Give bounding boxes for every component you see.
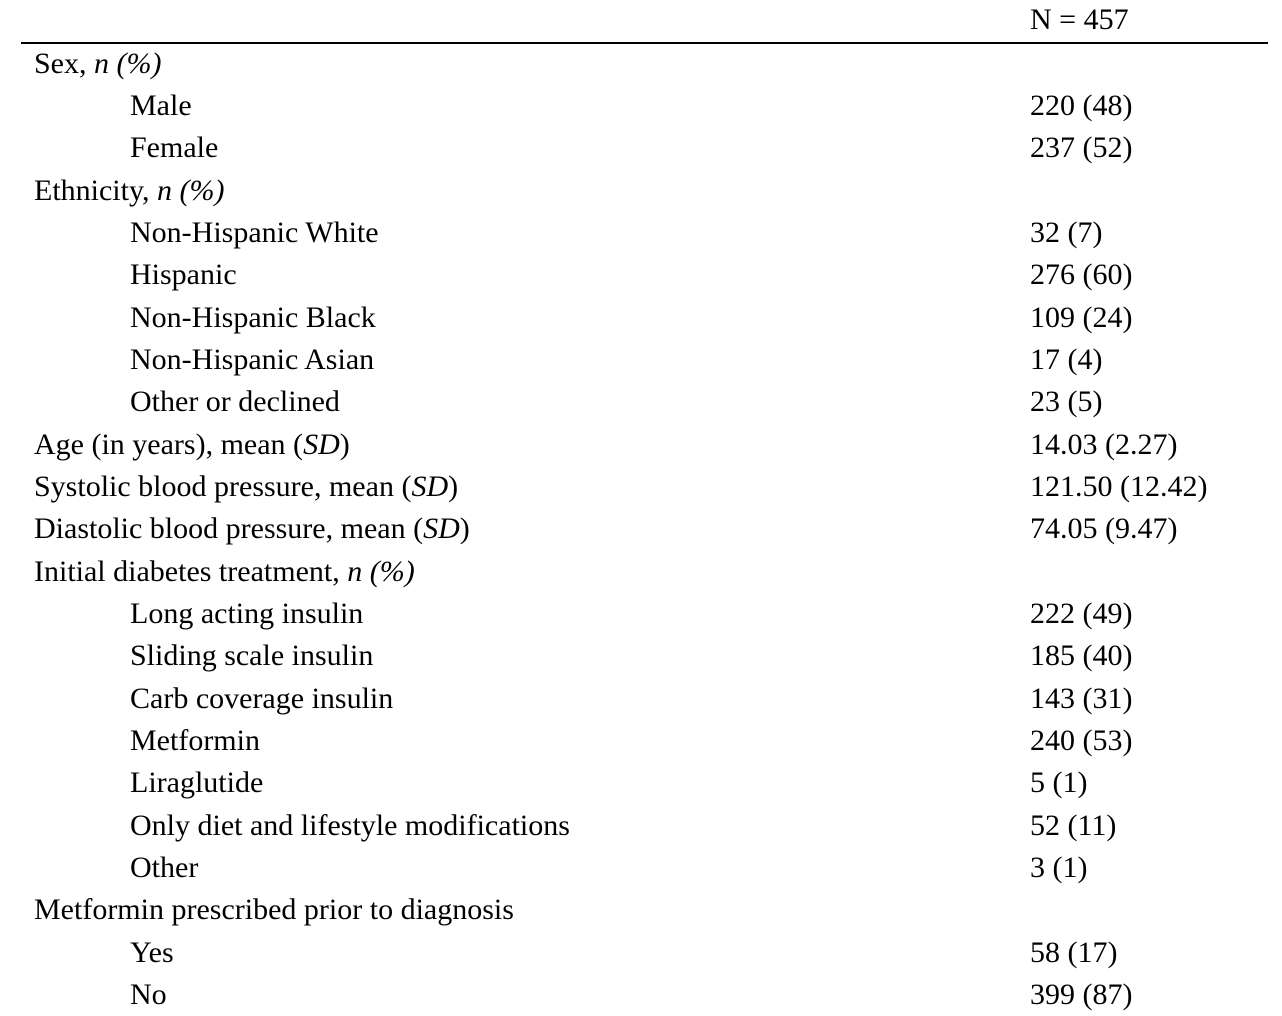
row-value: 17 (4) [1030, 343, 1103, 376]
row-other-or-declined [0, 381, 1282, 423]
row-value: 237 (52) [1030, 131, 1133, 164]
row-label: Sex, n (%) [34, 47, 162, 80]
row-value: 220 (48) [1030, 89, 1133, 122]
row-sex [0, 43, 1282, 85]
row-value: 58 (17) [1030, 936, 1118, 969]
row-diet-lifestyle [0, 805, 1282, 847]
row-value: 52 (11) [1030, 809, 1117, 842]
row-yes [0, 932, 1282, 974]
row-label: Metformin [130, 724, 260, 757]
row-value: 5 (1) [1030, 766, 1088, 799]
row-non-hispanic-asian [0, 339, 1282, 381]
row-value: 32 (7) [1030, 216, 1103, 249]
row-value: 3 (1) [1030, 851, 1088, 884]
row-value: 240 (53) [1030, 724, 1133, 757]
row-value: 276 (60) [1030, 258, 1133, 291]
row-label: Non-Hispanic Asian [130, 343, 375, 376]
row-label: Female [130, 131, 219, 164]
row-liraglutide [0, 762, 1282, 804]
row-label: Yes [130, 936, 174, 969]
row-ethnicity [0, 170, 1282, 212]
row-label: Ethnicity, n (%) [34, 174, 225, 207]
row-label: Non-Hispanic White [130, 216, 379, 249]
row-male [0, 85, 1282, 127]
row-label: Diastolic blood pressure, mean (SD) [34, 512, 470, 545]
row-label: Non-Hispanic Black [130, 301, 376, 334]
row-hispanic [0, 254, 1282, 296]
row-value: 399 (87) [1030, 978, 1133, 1011]
row-diastolic-bp [0, 508, 1282, 550]
row-label: Other [130, 851, 199, 884]
row-systolic-bp [0, 466, 1282, 508]
row-initial-treatment [0, 551, 1282, 593]
row-metformin [0, 720, 1282, 762]
row-value: 109 (24) [1030, 301, 1133, 334]
row-value: 23 (5) [1030, 385, 1103, 418]
row-label: Male [130, 89, 192, 122]
row-label: Hispanic [130, 258, 237, 291]
row-long-acting-insulin [0, 593, 1282, 635]
row-value: 14.03 (2.27) [1030, 428, 1178, 461]
row-label: Carb coverage insulin [130, 682, 394, 715]
row-label: Only diet and lifestyle modifications [130, 809, 570, 842]
row-age [0, 424, 1282, 466]
row-female [0, 127, 1282, 169]
row-label: Long acting insulin [130, 597, 364, 630]
row-metformin-prior [0, 889, 1282, 931]
row-carb-coverage-insulin [0, 678, 1282, 720]
row-value: 143 (31) [1030, 682, 1133, 715]
sample-size-header: N = 457 [1030, 3, 1129, 36]
row-label: No [130, 978, 167, 1011]
row-non-hispanic-black [0, 297, 1282, 339]
row-label: Systolic blood pressure, mean (SD) [34, 470, 459, 503]
row-value: 185 (40) [1030, 639, 1133, 672]
row-label: Metformin prescribed prior to diagnosis [34, 893, 514, 926]
row-non-hispanic-white [0, 212, 1282, 254]
row-other-treatment [0, 847, 1282, 889]
row-label: Other or declined [130, 385, 340, 418]
row-label: Age (in years), mean (SD) [34, 428, 350, 461]
row-value: 222 (49) [1030, 597, 1133, 630]
row-label: Liraglutide [130, 766, 264, 799]
row-label: Sliding scale insulin [130, 639, 374, 672]
row-label: Initial diabetes treatment, n (%) [34, 555, 415, 588]
row-value: 121.50 (12.42) [1030, 470, 1208, 503]
row-sliding-scale-insulin [0, 635, 1282, 677]
row-value: 74.05 (9.47) [1030, 512, 1178, 545]
row-no [0, 974, 1282, 1016]
